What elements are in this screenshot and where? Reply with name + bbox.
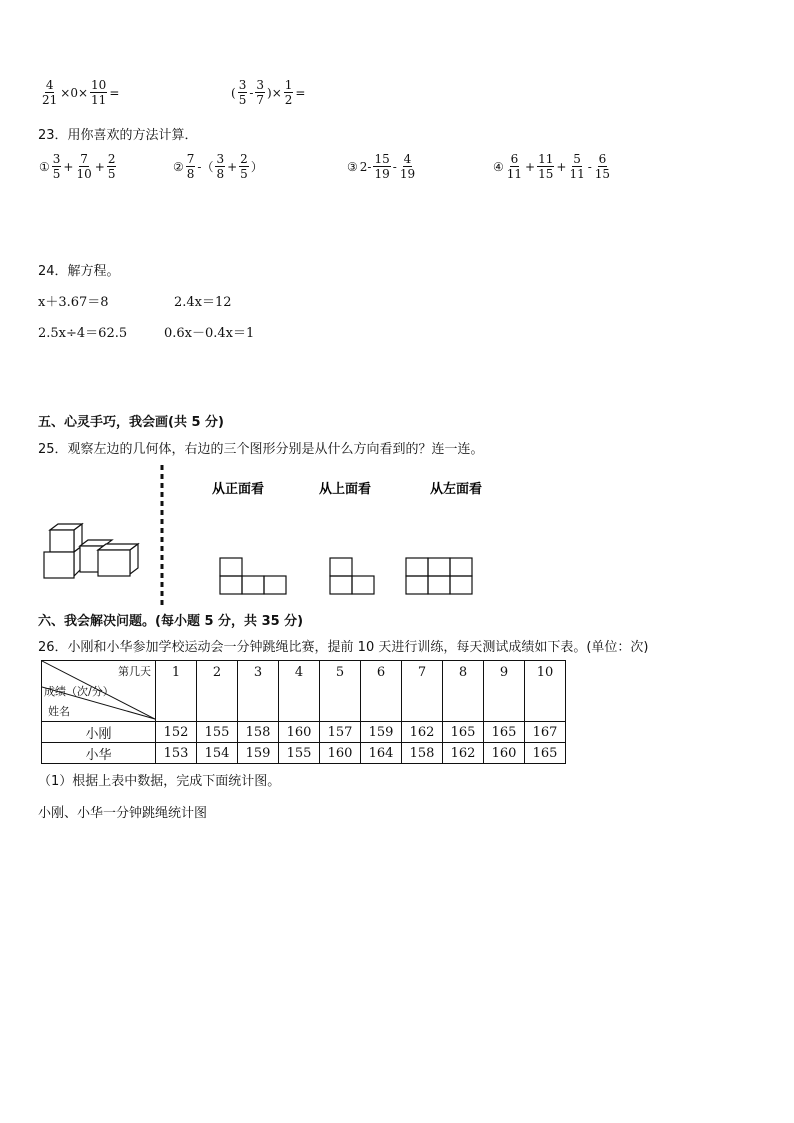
day-header: 10: [525, 661, 566, 722]
q23-problem-2: ② $\frac{7}{8}$ -（ $\frac{3}{8}$ + $\frac{2}{5}$ ）: [173, 152, 263, 181]
score-cell: 152: [156, 722, 197, 743]
fraction: $\frac{3}{5}$: [238, 78, 247, 107]
score-cell: 153: [156, 743, 197, 764]
equation-4: 0.6x－0.4x＝1: [164, 326, 255, 341]
row-name: 小刚: [42, 722, 156, 743]
day-header: 6: [361, 661, 402, 722]
day-header: 1: [156, 661, 197, 722]
q22-expression-2: ( $\frac{3}{5}$ - $\frac{3}{7}$ )× $\frac{1}{2}$ =: [231, 78, 306, 107]
score-cell: 167: [525, 722, 566, 743]
score-cell: 158: [402, 743, 443, 764]
fraction: $\frac{10}{11}$: [91, 78, 107, 107]
table-header-diagonal-cell: [42, 661, 156, 722]
day-header: 7: [402, 661, 443, 722]
score-cell: 158: [238, 722, 279, 743]
score-cell: 164: [361, 743, 402, 764]
jump-rope-score-table: [41, 660, 566, 764]
section-6-title: 六、我会解决问题。(每小题 5 分，共 35 分): [38, 614, 304, 629]
view-shape-top: [330, 558, 374, 594]
cube-stack-illustration: [44, 524, 138, 578]
table-row: [42, 722, 566, 743]
day-header: 5: [320, 661, 361, 722]
section-5-title: 五、心灵手巧，我会画(共 5 分): [38, 415, 224, 430]
score-cell: 159: [238, 743, 279, 764]
score-cell: 155: [197, 722, 238, 743]
score-cell: 165: [484, 722, 525, 743]
score-cell: 160: [484, 743, 525, 764]
header-day-label: 第几天: [118, 665, 151, 678]
equation-2: 2.4x＝12: [174, 295, 232, 310]
score-cell: 154: [197, 743, 238, 764]
view-label-front: 从正面看: [212, 482, 265, 497]
view-label-top: 从上面看: [319, 482, 372, 497]
q24-title: 24．解方程。: [38, 264, 120, 279]
score-cell: 160: [279, 722, 320, 743]
day-header: 3: [238, 661, 279, 722]
q22-expression-1: $\frac{4}{21}$ ×0× $\frac{10}{11}$ =: [42, 78, 120, 107]
day-header: 2: [197, 661, 238, 722]
fraction: $\frac{4}{21}$: [42, 78, 58, 107]
fraction: $\frac{3}{7}$: [256, 78, 265, 107]
header-name-label: 姓名: [48, 705, 70, 718]
score-cell: 165: [525, 743, 566, 764]
q25-figure: [36, 460, 556, 610]
score-cell: 162: [402, 722, 443, 743]
score-cell: 155: [279, 743, 320, 764]
score-cell: 162: [443, 743, 484, 764]
equation-1: x＋3.67＝8: [38, 295, 109, 310]
q23-title: 23．用你喜欢的方法计算．: [38, 128, 198, 143]
table-row: [42, 743, 566, 764]
q25-title: 25．观察左边的几何体，右边的三个图形分别是从什么方向看到的？连一连。: [38, 442, 484, 457]
fraction: $\frac{1}{2}$: [284, 78, 293, 107]
score-cell: 159: [361, 722, 402, 743]
day-header: 9: [484, 661, 525, 722]
row-name: 小华: [42, 743, 156, 764]
score-cell: 165: [443, 722, 484, 743]
day-header: 8: [443, 661, 484, 722]
day-header: 4: [279, 661, 320, 722]
header-score-label: 成绩（次/分）: [44, 685, 114, 698]
equation-3: 2.5x÷4＝62.5: [38, 326, 128, 341]
view-shape-front: [220, 558, 286, 594]
view-label-left: 从左面看: [430, 482, 483, 497]
score-cell: 157: [320, 722, 361, 743]
score-cell: 160: [320, 743, 361, 764]
q23-problem-1: ① $\frac{3}{5}$ + $\frac{7}{10}$ + $\frac{2}{5}$: [39, 152, 116, 181]
q23-problem-3: ③ 2- $\frac{15}{19}$ - $\frac{4}{19}$: [347, 152, 416, 181]
q26-chart-title: 小刚、小华一分钟跳绳统计图: [38, 806, 208, 821]
q26-sub-question-1: （1）根据上表中数据，完成下面统计图。: [38, 774, 281, 789]
q23-problem-4: ④ $\frac{6}{11}$ + $\frac{11}{15}$ + $\frac{5}{11}$ - $\frac{6}{15}$: [493, 152, 611, 181]
view-shape-left: [406, 558, 472, 594]
q26-title: 26．小刚和小华参加学校运动会一分钟跳绳比赛，提前 10 天进行训练，每天测试成绩如下表。(单位：次): [38, 640, 649, 655]
